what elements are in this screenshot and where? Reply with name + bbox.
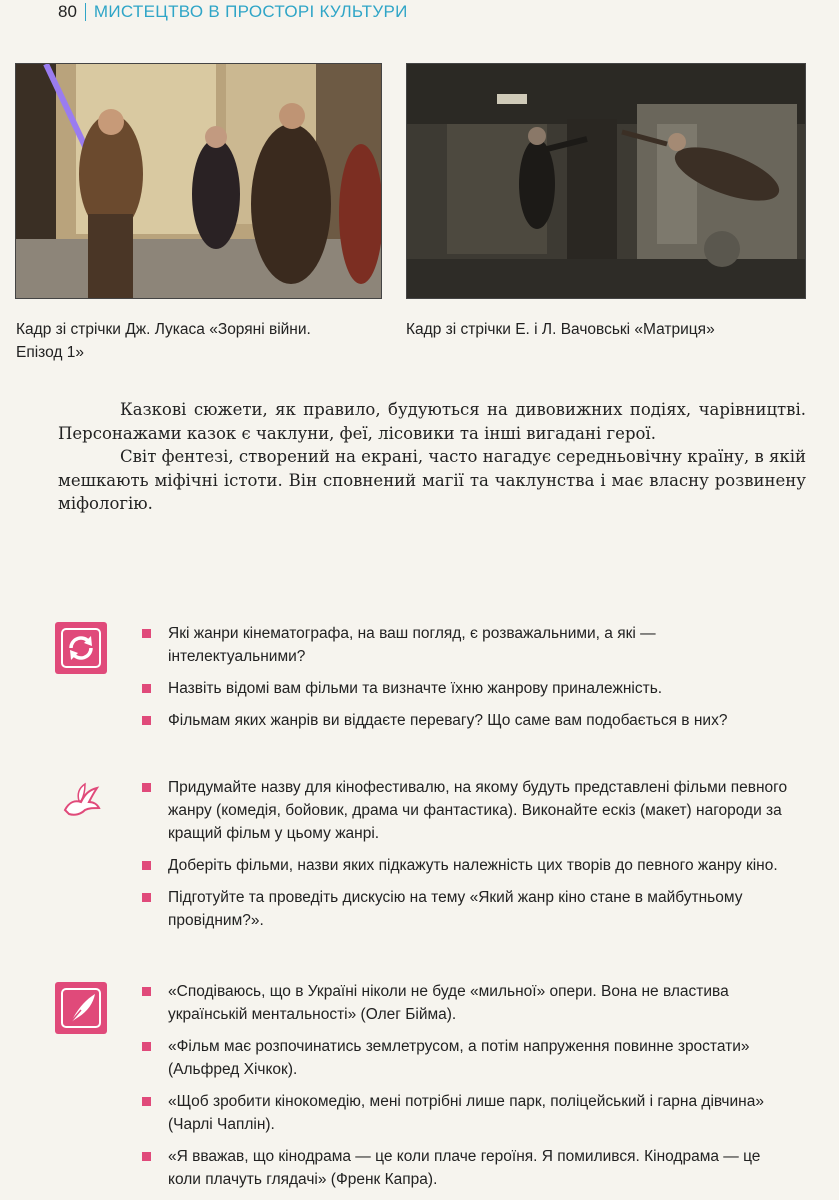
- list-item: «Фільм має розпочинатись землетрусом, а потім напруження повинне зростати» (Альфред Хічкок).: [140, 1035, 795, 1081]
- tasks-list: [140, 776, 795, 941]
- page-number: 80: [58, 2, 77, 21]
- quill-icon: [55, 982, 107, 1034]
- list-item: Які жанри кінематографа, на ваш погляд, є розважальними, а які — інтелектуальними?: [140, 622, 795, 668]
- cycle-icon: [55, 622, 107, 674]
- body-text: [58, 398, 806, 516]
- list-item: Доберіть фільми, назви яких підкажуть належність цих творів до певного жанру кіно.: [140, 854, 795, 877]
- star-wars-still-image: [15, 63, 382, 299]
- pegasus-icon: [55, 776, 107, 828]
- list-item: «Сподіваюсь, що в Україні ніколи не буде «мильної» опери. Вона не властива українській ментальності» (Олег Бійма).: [140, 980, 795, 1026]
- list-item: Підготуйте та проведіть дискусію на тему «Який жанр кіно стане в майбутньому провідним?».: [140, 886, 795, 932]
- header-divider: [85, 3, 86, 21]
- paragraph: Казкові сюжети, як правило, будуються на дивовижних подіях, чарівництві. Персонажами казок є чаклуни, феї, лісовики та інші вигадані герої.: [58, 400, 806, 443]
- section-title: МИСТЕЦТВО В ПРОСТОРІ КУЛЬТУРИ: [93, 2, 408, 21]
- list-item: «Я вважав, що кінодрама — це коли плаче героїня. Я помилився. Кінодрама — це коли плачуть глядачі» (Френк Капра).: [140, 1145, 795, 1191]
- list-item: Назвіть відомі вам фільми та визначте їхню жанрову приналежність.: [140, 677, 795, 700]
- matrix-still-image: [406, 63, 806, 299]
- page-header: [58, 0, 408, 24]
- figure-caption-star-wars: Кадр зі стрічки Дж. Лукаса «Зоряні війни. Епізод 1»: [16, 321, 311, 361]
- paragraph: Світ фентезі, створений на екрані, часто нагадує середньовічну країну, в якій мешкають міфічні істоти. Він сповнений магії та чаклунства і має власну розвинену міфологію.: [58, 447, 806, 513]
- quotes-list: [140, 980, 795, 1200]
- questions-list: [140, 622, 795, 741]
- list-item: Придумайте назву для кінофестивалю, на якому будуть представлені фільми певного жанру (комедія, бойовик, драма чи фантастика). Виконайте ескіз (макет) нагороди за кращий фільм у цьому жанрі.: [140, 776, 795, 845]
- list-item: Фільмам яких жанрів ви віддаєте перевагу? Що саме вам подобається в них?: [140, 709, 795, 732]
- figure-caption-matrix: Кадр зі стрічки Е. і Л. Вачовські «Матриця»: [406, 321, 715, 338]
- list-item: «Щоб зробити кінокомедію, мені потрібні лише парк, поліцейський і гарна дівчина» (Чарлі Чаплін).: [140, 1090, 795, 1136]
